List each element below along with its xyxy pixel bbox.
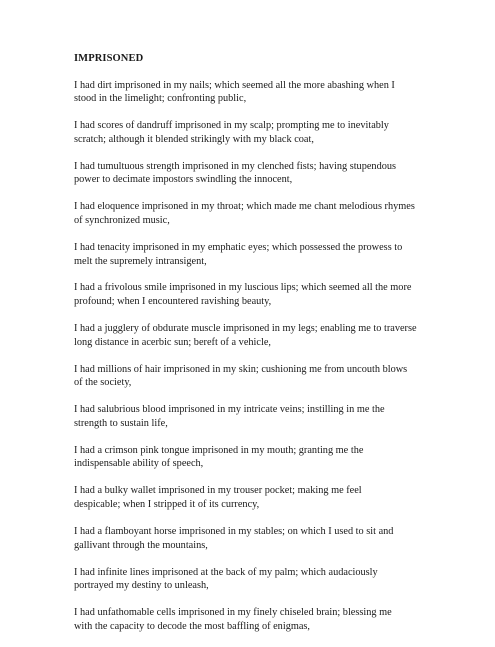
stanza-line: I had a jugglery of obdurate muscle imprisoned in my legs; enabling me to traverse <box>74 323 417 335</box>
stanza-line: I had millions of hair imprisoned in my skin; cushioning me from uncouth blows <box>74 363 408 375</box>
stanza-line: stood in the limelight; confronting public, <box>74 93 247 105</box>
stanza-line: I had scores of dandruff imprisoned in my scalp; prompting me to inevitably <box>74 120 389 132</box>
stanza-line: I had salubrious blood imprisoned in my intricate veins; instilling in me the <box>74 404 385 416</box>
stanza-line: melt the supremely intransigent, <box>74 255 207 267</box>
stanza-line: I had a crimson pink tongue imprisoned in my mouth; granting me the <box>74 444 364 456</box>
stanza-line: I had infinite lines imprisoned at the back of my palm; which audaciously <box>74 566 378 578</box>
stanza-line: power to decimate impostors swindling the innocent, <box>74 174 293 186</box>
stanza-line: despicable; when I stripped it of its currency, <box>74 498 260 510</box>
stanza <box>74 160 434 187</box>
stanza-line: I had dirt imprisoned in my nails; which seemed all the more abashing when I <box>74 79 395 91</box>
stanza <box>74 241 434 268</box>
stanza <box>74 322 434 349</box>
stanza-line: with the capacity to decode the most baffling of enigmas, <box>74 620 310 632</box>
stanza <box>74 444 434 471</box>
stanza-line: I had tumultuous strength imprisoned in my clenched fists; having stupendous <box>74 160 397 172</box>
stanza <box>74 281 434 308</box>
stanza-line: I had a frivolous smile imprisoned in my luscious lips; which seemed all the more <box>74 282 412 294</box>
stanza-line: indispensable ability of speech, <box>74 458 204 470</box>
poem-title: IMPRISONED <box>74 53 144 64</box>
poem-page <box>74 52 434 647</box>
stanza-line: I had eloquence imprisoned in my throat; which made me chant melodious rhymes <box>74 201 415 213</box>
stanza <box>74 79 434 106</box>
stanza-line: I had tenacity imprisoned in my emphatic eyes; which possessed the prowess to <box>74 241 403 253</box>
stanza-line: I had a flamboyant horse imprisoned in my stables; on which I used to sit and <box>74 525 394 537</box>
stanza <box>74 525 434 552</box>
stanza <box>74 606 434 633</box>
stanza <box>74 566 434 593</box>
stanza-line: portrayed my destiny to unleash, <box>74 580 209 592</box>
stanza-line: of the society, <box>74 377 132 389</box>
stanza <box>74 484 434 511</box>
stanza-line: scratch; although it blended strikingly with my black coat, <box>74 133 314 145</box>
stanza-line: long distance in acerbic sun; bereft of a vehicle, <box>74 336 271 348</box>
stanza-line: I had a bulky wallet imprisoned in my trouser pocket; making me feel <box>74 485 362 497</box>
stanza <box>74 119 434 146</box>
stanza-line: I had unfathomable cells imprisoned in my finely chiseled brain; blessing me <box>74 607 392 619</box>
stanza-line: gallivant through the mountains, <box>74 539 208 551</box>
stanza-line: strength to sustain life, <box>74 417 168 429</box>
stanza <box>74 200 434 227</box>
stanza <box>74 363 434 390</box>
stanza-line: of synchronized music, <box>74 214 170 226</box>
stanza-line: profound; when I encountered ravishing beauty, <box>74 296 272 308</box>
stanza <box>74 403 434 430</box>
